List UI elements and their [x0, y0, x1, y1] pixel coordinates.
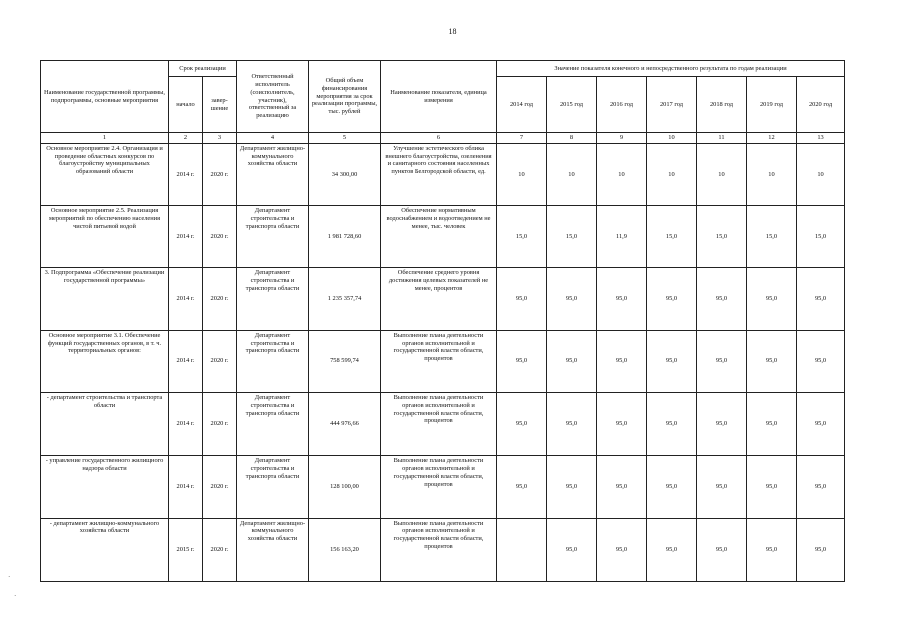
start-year: 2015 г. [169, 518, 203, 581]
indicator-name: Обеспечение нормативным водоснабжением и водоотведением не менее, тыс. человек [381, 206, 497, 268]
header-end: завер-шение [203, 77, 237, 133]
indicator-value: 95,0 [647, 330, 697, 392]
indicator-name: Выполнение плана деятельности органов исполнительной и государственной власти области, процентов [381, 518, 497, 581]
indicator-value: 95,0 [547, 393, 597, 456]
indicator-value: 95,0 [497, 456, 547, 518]
indicator-value: 95,0 [797, 268, 845, 330]
funding-volume: 444 976,66 [309, 393, 381, 456]
executor: Департамент строительства и транспорта области [237, 456, 309, 518]
column-number: 11 [697, 133, 747, 144]
header-values-by-year: Значение показателя конечного и непосредственного результата по годам реализации [497, 61, 845, 77]
funding-volume: 1 981 728,60 [309, 206, 381, 268]
header-year: 2020 год [797, 77, 845, 133]
indicator-value: 15,0 [647, 206, 697, 268]
header-year: 2018 год [697, 77, 747, 133]
indicator-value: 15,0 [797, 206, 845, 268]
indicator-value: 95,0 [497, 393, 547, 456]
end-year: 2020 г. [203, 330, 237, 392]
header-program-name: Наименование государственной программы, подпрограммы, основные мероприятия [41, 61, 169, 133]
indicator-name: Обеспечение среднего уровня достижения целевых показателей не менее, процентов [381, 268, 497, 330]
indicator-value: 95,0 [597, 456, 647, 518]
indicator-value: 95,0 [597, 268, 647, 330]
funding-volume: 758 599,74 [309, 330, 381, 392]
column-number: 2 [169, 133, 203, 144]
indicator-value: 95,0 [547, 268, 597, 330]
indicator-value: 95,0 [647, 393, 697, 456]
indicator-value: 10 [497, 143, 547, 205]
indicator-value: 10 [597, 143, 647, 205]
executor: Департамент жилищно-коммунального хозяйства области [237, 518, 309, 581]
indicator-value: 95,0 [647, 518, 697, 581]
column-number: 9 [597, 133, 647, 144]
indicator-value: 95,0 [647, 268, 697, 330]
table-row [41, 456, 845, 518]
indicator-name: Выполнение плана деятельности органов исполнительной и государственной власти области, процентов [381, 393, 497, 456]
indicator-value: 11,9 [597, 206, 647, 268]
header-start: начало [169, 77, 203, 133]
indicator-value: 95,0 [797, 518, 845, 581]
indicator-value: 95,0 [747, 518, 797, 581]
indicator-value: 15,0 [497, 206, 547, 268]
indicator-value: 10 [747, 143, 797, 205]
start-year: 2014 г. [169, 268, 203, 330]
indicator-name: Улучшение эстетического облика внешнего благоустройства, озеленения и санитарного состояния населенных пунктов Белгородской области, ед. [381, 143, 497, 205]
indicator-value [497, 518, 547, 581]
column-number: 1 [41, 133, 169, 144]
header-indicator: Наименование показателя, единица измерения [381, 61, 497, 133]
funding-volume: 1 235 357,74 [309, 268, 381, 330]
header-volume: Общий объем финансирования мероприятия за срок реализации программы, тыс. рублей [309, 61, 381, 133]
program-item-name: Основное мероприятие 2.4. Организация и проведение областных конкурсов по благоустройству муниципальных образований области [41, 143, 169, 205]
indicator-value: 95,0 [747, 268, 797, 330]
indicator-value: 95,0 [697, 456, 747, 518]
indicator-value: 95,0 [797, 456, 845, 518]
header-year: 2017 год [647, 77, 697, 133]
column-number: 10 [647, 133, 697, 144]
column-number: 13 [797, 133, 845, 144]
executor: Департамент строительства и транспорта области [237, 393, 309, 456]
indicator-value: 95,0 [597, 518, 647, 581]
program-table [40, 60, 845, 582]
indicator-value: 95,0 [547, 330, 597, 392]
indicator-value: 15,0 [747, 206, 797, 268]
header-year: 2016 год [597, 77, 647, 133]
program-item-name: - управление государственного жилищного надзора области [41, 456, 169, 518]
executor: Департамент строительства и транспорта области [237, 330, 309, 392]
start-year: 2014 г. [169, 456, 203, 518]
indicator-value: 15,0 [547, 206, 597, 268]
program-item-name: Основное мероприятие 3.1. Обеспечение функций государственных органов, в т. ч. территориальных органов: [41, 330, 169, 392]
column-number: 12 [747, 133, 797, 144]
indicator-value: 95,0 [797, 330, 845, 392]
indicator-value: 10 [697, 143, 747, 205]
indicator-value: 95,0 [547, 456, 597, 518]
executor: Департамент строительства и транспорта области [237, 206, 309, 268]
indicator-value: 95,0 [497, 330, 547, 392]
header-executor: Ответственный исполнитель (соисполнитель, участник), ответственный за реализацию [237, 61, 309, 133]
end-year: 2020 г. [203, 268, 237, 330]
program-item-name: Основное мероприятие 2.5. Реализация мероприятий по обеспечению населения чистой питьевой водой [41, 206, 169, 268]
program-item-name: - департамент строительства и транспорта области [41, 393, 169, 456]
funding-volume: 156 163,20 [309, 518, 381, 581]
header-year: 2015 год [547, 77, 597, 133]
indicator-name: Выполнение плана деятельности органов исполнительной и государственной власти области, процентов [381, 456, 497, 518]
indicator-value: 95,0 [747, 330, 797, 392]
indicator-value: 10 [547, 143, 597, 205]
end-year: 2020 г. [203, 143, 237, 205]
start-year: 2014 г. [169, 206, 203, 268]
funding-volume: 128 100,00 [309, 456, 381, 518]
column-number: 3 [203, 133, 237, 144]
program-item-name: 3. Подпрограмма «Обеспечение реализации государственной программы» [41, 268, 169, 330]
table-row [41, 518, 845, 581]
indicator-value: 15,0 [697, 206, 747, 268]
end-year: 2020 г. [203, 393, 237, 456]
funding-volume: 34 300,00 [309, 143, 381, 205]
indicator-value: 10 [797, 143, 845, 205]
column-number: 5 [309, 133, 381, 144]
column-number: 6 [381, 133, 497, 144]
end-year: 2020 г. [203, 206, 237, 268]
indicator-name: Выполнение плана деятельности органов исполнительной и государственной власти области, процентов [381, 330, 497, 392]
executor: Департамент строительства и транспорта области [237, 268, 309, 330]
indicator-value: 95,0 [547, 518, 597, 581]
start-year: 2014 г. [169, 330, 203, 392]
indicator-value: 95,0 [597, 330, 647, 392]
indicator-value: 95,0 [797, 393, 845, 456]
indicator-value: 95,0 [697, 518, 747, 581]
header-year: 2014 год [497, 77, 547, 133]
page-number: 18 [448, 27, 457, 36]
indicator-value: 95,0 [747, 456, 797, 518]
header-year: 2019 год [747, 77, 797, 133]
start-year: 2014 г. [169, 393, 203, 456]
margin-mark: · [8, 573, 11, 581]
indicator-value: 10 [647, 143, 697, 205]
indicator-value: 95,0 [697, 393, 747, 456]
program-item-name: - департамент жилищно-коммунального хозяйства области [41, 518, 169, 581]
start-year: 2014 г. [169, 143, 203, 205]
column-number: 7 [497, 133, 547, 144]
table-row [41, 330, 845, 392]
table-row [41, 268, 845, 330]
indicator-value: 95,0 [697, 330, 747, 392]
table-row [41, 206, 845, 268]
executor: Департамент жилищно-коммунального хозяйства области [237, 143, 309, 205]
table-row [41, 143, 845, 205]
column-number: 4 [237, 133, 309, 144]
end-year: 2020 г. [203, 456, 237, 518]
indicator-value: 95,0 [647, 456, 697, 518]
header-period: Срок реализации [169, 61, 237, 77]
column-number: 8 [547, 133, 597, 144]
indicator-value: 95,0 [597, 393, 647, 456]
indicator-value: 95,0 [497, 268, 547, 330]
indicator-value: 95,0 [747, 393, 797, 456]
end-year: 2020 г. [203, 518, 237, 581]
table-body [41, 143, 845, 581]
table-row [41, 393, 845, 456]
margin-mark: · [14, 592, 17, 600]
indicator-value: 95,0 [697, 268, 747, 330]
